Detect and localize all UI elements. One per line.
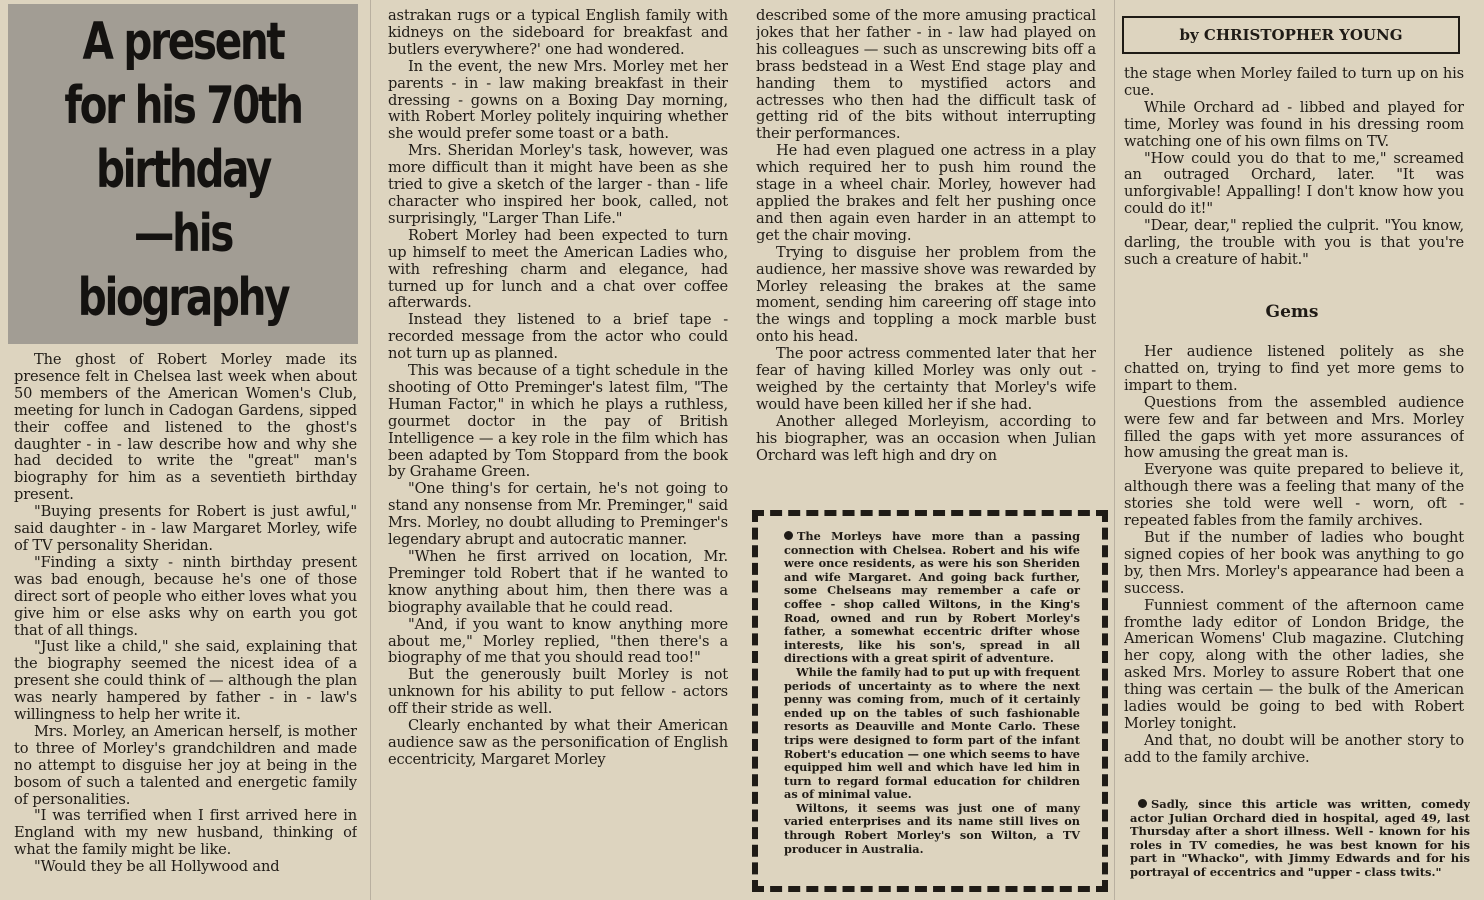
column-1: [14, 352, 357, 896]
column-4-top: [1124, 66, 1464, 296]
paragraph: Questions from the assembled audience were few and far between and Mrs. Morley filled the gaps with yet more assurances of how amusing the great man is.: [1124, 393, 1464, 462]
sidebar-text: The Morleys have more than a passing connection with Chelsea. Robert and his wife were once residents, as were his son Sheriden and wife Margaret. And going back further, some Chelseans may remember a cafe or coffee - shop called Wiltons, in the King's Road, owned and run by Robert Morley's father, a somewhat eccentric drifter whose interests, like his son's, spread in all directions with a great spirit of adventure.: [784, 529, 1080, 666]
paragraph: Clearly enchanted by what their American audience saw as the personification of English eccentricity, Margaret Morley: [388, 717, 728, 768]
paragraph: Another alleged Morleyism, according to his biographer, was an occasion when Julian Orchard was left high and dry on: [756, 412, 1096, 464]
column-4-bottom: [1124, 344, 1464, 794]
paragraph: astrakan rugs or a typical English family with kidneys on the sideboard for breakfast and butlers everywhere?' one had wondered.: [388, 8, 728, 58]
headline-line: for his 70th: [64, 76, 302, 136]
paragraph: The poor actress commented later that her fear of having killed Morley was only out - weighed by the certainty that Morley's wife would have been killed her if she had.: [756, 345, 1096, 413]
paragraph: But the generously built Morley is not unknown for his ability to put fellow - actors off their stride as well.: [388, 666, 728, 718]
paragraph: Robert Morley had been expected to turn up himself to meet the American Ladies who, with refreshing charm and elegance, had turned up for lunch and a chat over coffee afterwards.: [388, 226, 728, 312]
column-3: [756, 8, 1096, 498]
subheading: Gems: [1265, 302, 1319, 322]
headline-line: birthday: [95, 140, 271, 200]
paragraph: The ghost of Robert Morley made its presence felt in Chelsea last week when about 50 members of the American Women's Club, meeting for lunch in Cadogan Gardens, sipped their coffee and listened to the ghost's daughter - in - law describe how and why she had decided to write the "great" man's biography for him as a seventieth birthday present.: [14, 352, 357, 504]
paragraph: "I was terrified when I first arrived here in England with my new husband, thinking of what the family might be like.: [14, 807, 357, 859]
paragraph: In the event, the new Mrs. Morley met her parents - in - law making breakfast in their dressing - gowns on a Boxing Day morning, with Robert Morley politely inquiring whether she would prefer some toast or a bath.: [388, 57, 728, 143]
sidebar-paragraph: While the family had to put up with frequent periods of uncertainty as to where the next penny was coming from, much of it certainly ended up on the tables of such fashionable resorts as Deauville and Monte Carlo. These trips were designed to form part of the infant Robert's education — one which seems to have equipped him well and which have led him in turn to regard formal education for children as of minimal value.: [784, 664, 1080, 802]
sidebar-paragraph: [784, 530, 1080, 666]
paragraph: "Finding a sixty - ninth birthday present was bad enough, because he's one of those direct sort of people who either loves what you give him or else asks why on earth you got that of all things.: [14, 553, 357, 639]
paragraph: "Would they be all Hollywood and: [34, 858, 280, 876]
footnote-text: Sadly, since this article was written, comedy actor Julian Orchard died in hospital, aged 49, last Thursday after a short illness. Well - known for his roles in TV comedies, he was best known for his part in "Whacko", with Jimmy Edwards and for his portrayal of eccentrics and "upper - class twits.": [1130, 798, 1470, 879]
paragraph: And that, no doubt will be another story to add to the family archive.: [1124, 731, 1464, 766]
sidebar-box: [752, 510, 1108, 892]
footnote-paragraph: [1130, 798, 1470, 879]
paragraph: "Just like a child," she said, explaining that the biography seemed the nicest idea of a present she could think of — although the plan was nearly hampered by father - in - law's willingness to help her write it.: [14, 638, 357, 724]
paragraph: "And, if you want to know anything more about me," Morley replied, "then there's a biography of me that you should read too!": [388, 615, 728, 667]
column-rule: [1114, 0, 1115, 900]
bullet-icon: [1138, 799, 1147, 808]
paragraph: "When he first arrived on location, Mr. Preminger told Robert that if he wanted to know anything about him, then there was a biography available that he could read.: [388, 548, 728, 616]
paragraph: While Orchard ad - libbed and played for time, Morley was found in his dressing room watching one of his own films on TV.: [1124, 98, 1464, 150]
headline-line: —his: [133, 204, 233, 264]
paragraph: Trying to disguise her problem from the audience, her massive shove was rewarded by Morley releasing the brakes at the same moment, sending him careering off stage into the wings and toppling a mock marble bust onto his head.: [756, 243, 1096, 346]
paragraph: "How could you do that to me," screamed an outraged Orchard, later. "It was unforgivable! Appalling! I don't know how you could do it!": [1124, 149, 1464, 218]
paragraph: But if the number of ladies who bought signed copies of her book was anything to go by, then Mrs. Morley's appearance had been a success.: [1124, 528, 1464, 597]
paragraph: "One thing's for certain, he's not going to stand any nonsense from Mr. Preminger," said Mrs. Morley, no doubt alluding to Preminger's legendary abrupt and autocratic manner.: [388, 480, 728, 549]
sidebar-paragraph: Wiltons, it seems was just one of many varied enterprises and its name still lives on through Robert Morley's son Wilton, a TV producer in Australia.: [784, 800, 1080, 856]
bullet-icon: [784, 531, 793, 540]
paragraph: Mrs. Sheridan Morley's task, however, was more difficult than it might have been as she tried to give a sketch of the larger - than - life character who inspired her book, called, not surprisingly, "Larger Than Life.": [388, 142, 728, 227]
paragraph: described some of the more amusing practical jokes that her father - in - law had played on his colleagues — such as unscrewing bits off a brass bedstead in a West End stage play and handing them to mystified actors and actresses who then had the difficult task of getting rid of the bits without interrupting their performances.: [756, 8, 1096, 143]
paragraph: He had even plagued one actress in a play which required her to push him round the stage in a wheel chair. Morley, however had applied the brakes and felt her pushing once and then again even harder in an attempt to get the chair moving.: [756, 142, 1096, 244]
byline: by CHRISTOPHER YOUNG: [1122, 16, 1460, 54]
footnote: [1130, 798, 1470, 894]
headline-line: A present: [82, 12, 284, 72]
paragraph: Her audience listened politely as she chatted on, trying to find yet more gems to impart to them.: [1124, 344, 1464, 394]
column-2: [388, 8, 728, 896]
headline-line: biography: [77, 268, 289, 328]
paragraph: "Buying presents for Robert is just awful," said daughter - in - law Margaret Morley, wife of TV personality Sheridan.: [14, 503, 357, 554]
paragraph: Everyone was quite prepared to believe it, although there was a feeling that many of the stories she told were well - worn, oft - repeated fables from the family archives.: [1124, 461, 1464, 530]
headline: [47, 10, 320, 330]
paragraph: "Dear, dear," replied the culprit. "You know, darling, the trouble with you is that you're such a creature of habit.": [1124, 217, 1464, 268]
paragraph: the stage when Morley failed to turn up on his cue.: [1124, 66, 1464, 99]
column-rule: [370, 0, 371, 900]
paragraph: Mrs. Morley, an American herself, is mother to three of Morley's grandchildren and made no attempt to disguise her joy at being in the bosom of such a talented and energetic family of personalities.: [14, 722, 357, 808]
paragraph: Instead they listened to a brief tape - recorded message from the actor who could not turn up as planned.: [388, 311, 728, 363]
paragraph: This was because of a tight schedule in the shooting of Otto Preminger's latest film, "The Human Factor," in which he plays a ruthless, gourmet doctor in the pay of British Intelligence — a key role in the film which has been adapted by Tom Stoppard from the book by Grahame Green.: [388, 362, 728, 481]
paragraph: Funniest comment of the afternoon came fromthe lady editor of London Bridge, the American Womens' Club magazine. Clutching her copy, along with the other ladies, she asked Mrs. Morley to assure Robert that one thing was certain — the bulk of the American ladies would be going to bed with Robert Morley tonight.: [1124, 596, 1464, 732]
